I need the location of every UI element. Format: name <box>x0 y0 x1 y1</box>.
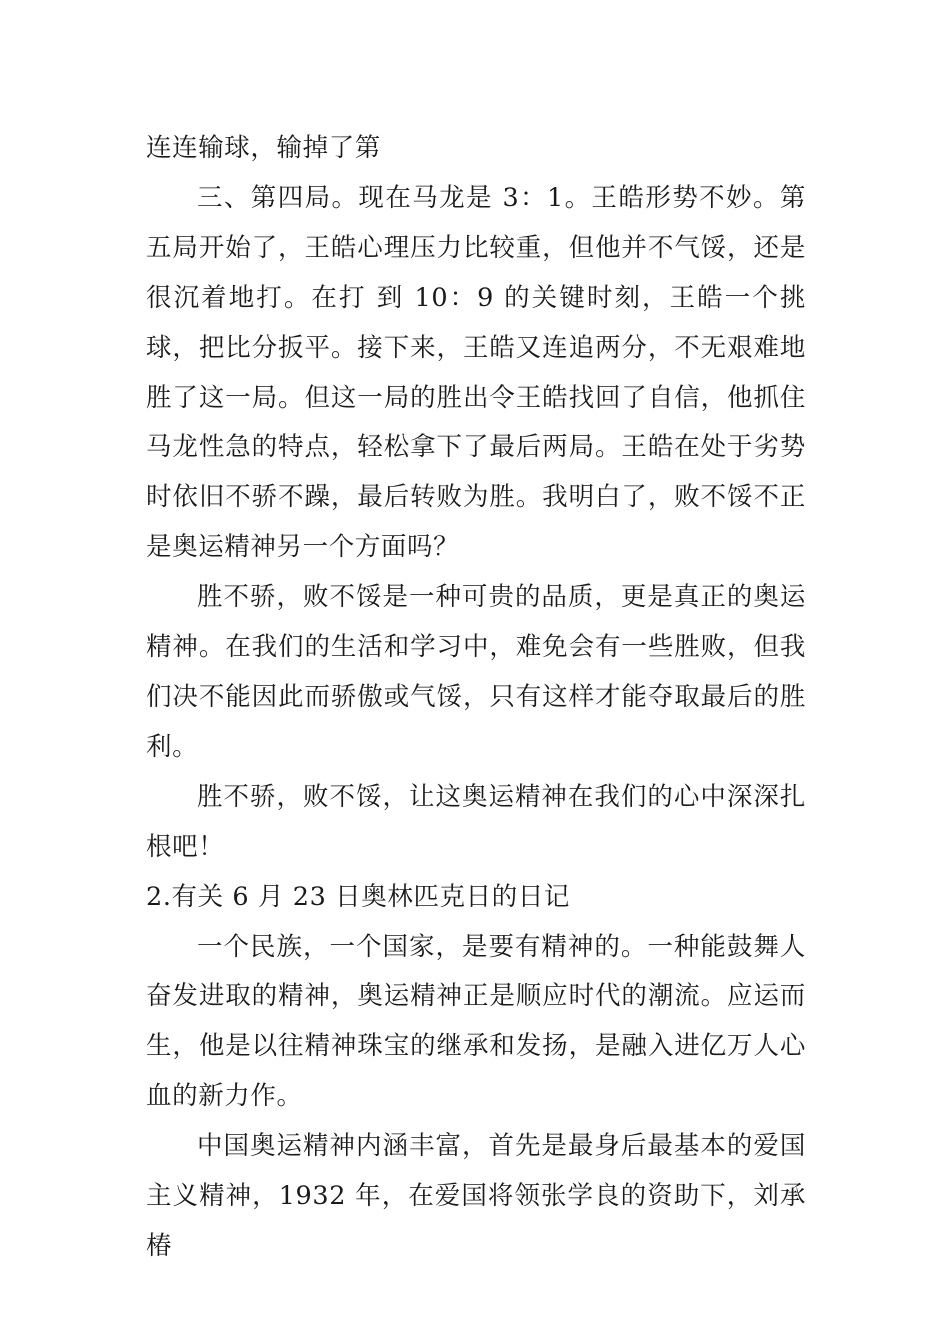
paragraph-olympic-spirit: 胜不骄，败不馁是一种可贵的品质，更是真正的奥运精神。在我们的生活和学习中，难免会有一些胜败，但我们决不能因此而骄傲或气馁，只有这样才能夺取最后的胜利。 <box>146 582 806 762</box>
paragraph-patriotism: 中国奥运精神内涵丰富，首先是最身后最基本的爱国主义精神，1932 年，在爱国将领张学良的资助下，刘承椿 <box>146 1131 806 1261</box>
paragraph-match-comeback: 三、第四局。现在马龙是 3：1。王皓形势不妙。第五局开始了，王皓心理压力比较重，但他并不气馁，还是很沉着地打。在打 到 10：9 的关键时刻，王皓一个挑球，把比分扳平。接下来，王皓又连追两分，不无艰难地胜了这一局。但这一局的胜出令王皓找回了自信，他抓住马龙性急的特点，轻松拿下了最后两局。王皓在处于劣势时依旧不骄不躁，最后转败为胜。我明白了，败不馁不正是奥运精神另一个方面吗？ <box>146 182 806 563</box>
document-body <box>146 124 806 1272</box>
paragraph-nation-spirit: 一个民族，一个国家，是要有精神的。一种能鼓舞人奋发进取的精神，奥运精神正是顺应时代的潮流。应运而生，他是以往精神珠宝的继承和发扬，是融入进亿万人心血的新力作。 <box>146 931 806 1112</box>
paragraph-conclusion: 胜不骄，败不馁，让这奥运精神在我们的心中深深扎根吧！ <box>146 781 806 862</box>
section-heading: 2.有关 6 月 23 日奥林匹克日的日记 <box>146 881 571 912</box>
paragraph-continued: 连连输球，输掉了第 <box>146 133 381 163</box>
